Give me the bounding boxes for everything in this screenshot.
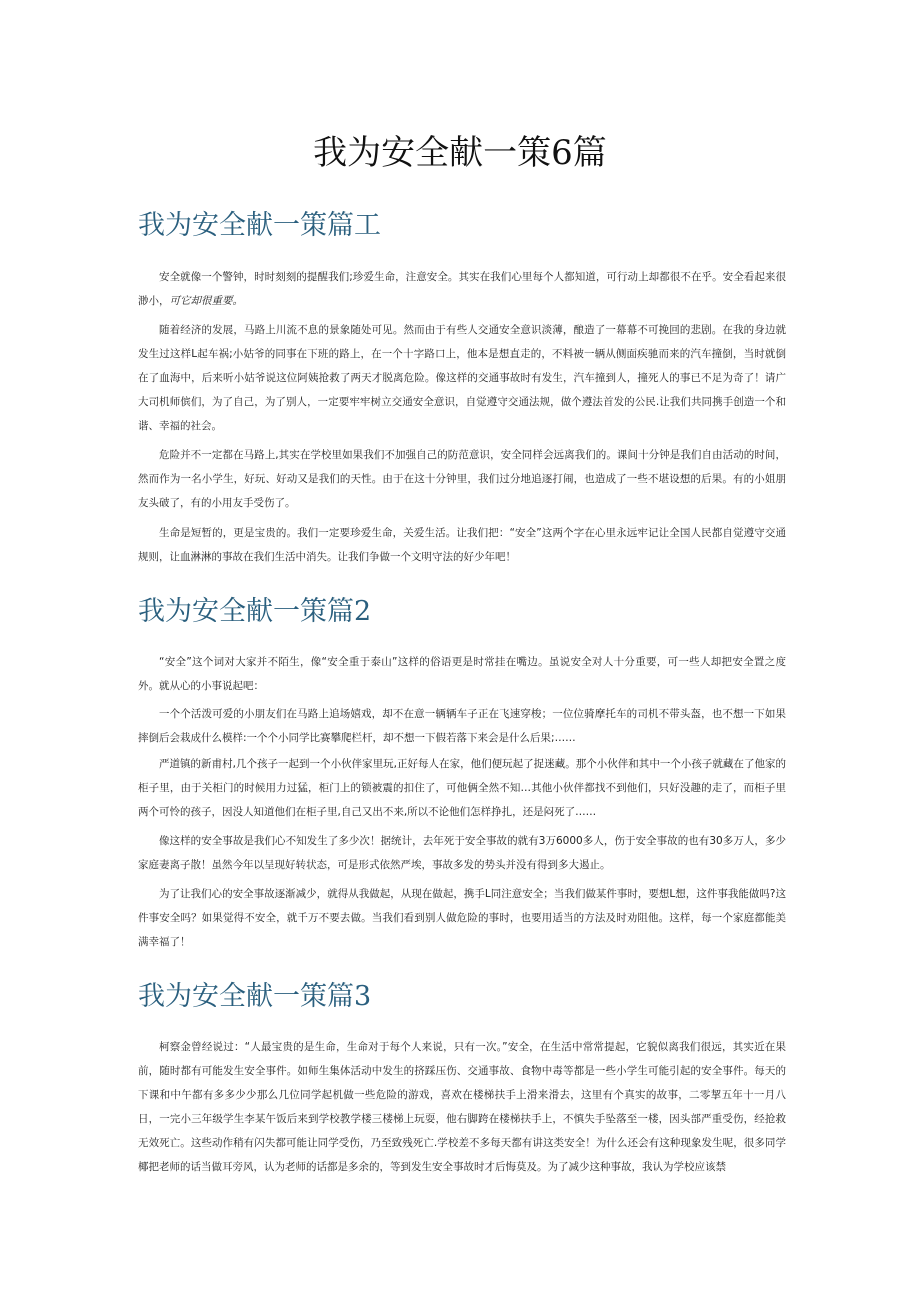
paragraph: 随着经济的发展，马路上川流不息的景象随处可见。然而由于有些人交通安全意识淡薄，酿造了一幕幕不可挽回的悲剧。在我的身边就发生过这样L起车祸;小姑爷的同事在下班的路上，在一个十字路口上，他本是想直走的，不料被一辆从侧面疾驰而来的汽车撞倒，当时就倒在了血海中，后来听小姑爷说这位阿姨抢救了两天才脱离危险。像这样的交通事故时有发生，汽车撞到人，撞死人的事已不足为奇了！请广大司机师傧们，为了自己，为了别人，一定要牢牢树立交通安全意识，自觉遵守交通法规，做个遵法首发的公民.让我们共同携手创造一个和谐、幸福的社会。 — [138, 324, 786, 432]
paragraph: “安全”这个词对大家并不陌生，像“安全重于泰山”这样的俗语更是时常挂在嘴边。虽说安全对人十分重要，可一些人却把安全置之度外。就从心的小事说起吧： — [138, 656, 786, 692]
section-heading-2: 我为安全献一策篇2 — [138, 596, 372, 627]
document-title: 我为安全献一策6篇 — [313, 133, 607, 173]
paragraph: 柯察金曾经说过：“人最宝贵的是生命，生命对于每个人来说，只有一次。”安全，在生活中常常提起，它貌似离我们很远，其实近在果前，随时都有可能发生安全事件。如师生集体活动中发生的挤踩压伤、交通事故、食物中毒等都是一些小学生可能引起的安全事件。每天的下课和中午都有多多少少那么几位同学起机做一些危险的游戏，喜欢在楼梯扶手上滑来滑去，这里有个真实的故事，二零挈五年十一月八日，一完小三年级学生李某午饭后来到学校教学楼三楼梯上玩耍，他右脚跨在楼梯扶手上，不慎失手坠落至一楼，因头部严重受伤，经抢救无效死亡。这些动作稍有闪失都可能让同学受伤，乃至致残死亡.学校差不多每天都有讲这类安全！为什么还会有这种现象发生呢，很多同学椰把老师的话当做耳旁风，认为老师的话都是多余的，等到发生安全事故时才后悔莫及。为了减少这种事故，我认为学校应该禁 — [138, 1041, 786, 1173]
paragraph — [138, 265, 786, 313]
section-heading-1: 我为安全献一策篇工 — [138, 210, 381, 241]
section-heading-3: 我为安全献一策篇3 — [138, 981, 372, 1012]
paragraph: 生命是短暂的，更是宝贵的。我们一定要珍爱生命，关爱生活。让我们把：“安全”这两个字在心里永远牢记让全国人民都自觉遵守交通规则，让血淋淋的事故在我们生活中消失。让我们争做一个文明守法的好少年吧！ — [138, 527, 786, 563]
paragraph-italic-text: 可它却很重要。 — [169, 295, 243, 307]
paragraph: 为了让我们心的安全事故逐渐减少，就得从我做起，从现在做起，携手L同注意安全；当我们做某件事时，要想L想，这件事我能做吗?这件事安全吗？如果觉得不安全，就千万不要去做。当我们看到别人做危险的事时，也要用适当的方法及时劝阻他。这样，每一个家庭都能美满幸福了！ — [138, 888, 786, 948]
paragraph: 一个个活泼可爱的小朋友们在马路上追场嬉戏，却不在意一辆辆车子正在飞速穿梭；一位位骑摩托车的司机不带头盔，也不想一下如果摔倒后会栽成什么模样:一个个小同学比赛攀爬栏杆，却不想一下假若落下来会是什么后果;…… — [138, 708, 786, 744]
paragraph: 危险并不一定都在马路上,其实在学校里如果我们不加强自己的防范意识，安全同样会远离我们的。课间十分钟是我们自由活动的时间，然而作为一名小学生，好玩、好动又是我们的天性。由于在这十分钟里，我们过分地追逐打闹，也造成了一些不堪设想的后果。有的小姐朋友头破了，有的小用友手受伤了。 — [138, 449, 786, 509]
paragraph: 像这样的安全事故是我们心不知发生了多少次！据统计，去年死于安全事故的就有3万6000多人，伤于安全事故的也有30多万人，多少家庭妻离子散！虽然今年以呈现好转状态，可是形式依然严埃，事故多发的势头并没有得到多大遏止。 — [138, 835, 786, 871]
paragraph-text: 安全就像一个警钟，时时刻刻的提醒我们;珍爱生命，注意安全。其实在我们心里每个人都知道，可行动上却都很不在乎。安全看起来很渺小， — [138, 271, 786, 307]
paragraph: 严道镇的新甫村,几个孩子一起到一个小伙伴家里玩,正好每人在家，他们便玩起了捉迷藏。那个小伙伴和其中一个小孩子就藏在了他家的柜子里，由于关柜门的时候用力过猛，柜门上的锁被震的扣住了，可他俩全然不知…其他小伙伴都找不到他们，只好没趣的走了，而柜子里两个可怜的孩子，因没人知道他们在柜子里,自己又出不来,所以不论他们怎样挣扎，还是闷死了…… — [138, 758, 786, 818]
